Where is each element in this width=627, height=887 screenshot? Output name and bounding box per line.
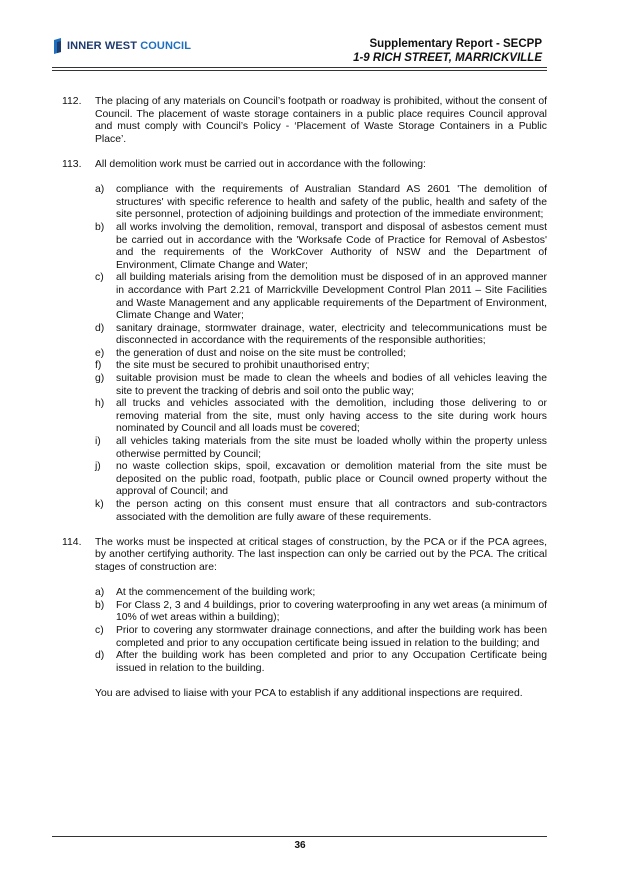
list-item-label: g) <box>95 373 105 385</box>
list-item <box>60 360 547 373</box>
list-item-label: c) <box>95 272 104 284</box>
list-item <box>60 461 547 499</box>
list-item <box>60 272 547 322</box>
inspection-advice-note: You are advised to liaise with your PCA to establish if any additional inspections are required. <box>95 687 523 699</box>
list-item-label: d) <box>95 322 105 334</box>
list-item <box>60 184 547 222</box>
list-item <box>60 499 547 524</box>
list-item-label: i) <box>95 436 101 448</box>
document-body <box>60 96 547 701</box>
list-item-label: f) <box>95 360 102 372</box>
list-item-label: e) <box>95 347 105 359</box>
header-rule-secondary <box>52 70 547 71</box>
list-item-label: j) <box>95 461 101 473</box>
list-item-text: all building materials arising from the demolition must be disposed of in an approved manner in accordance with Part 2.21 of Marrickville Development Control Plan 2011 – Site Facilities and Waste Management and any applicable requirements of the Department of Environment, Climate Change and Water; <box>116 272 547 322</box>
condition-text: The works must be inspected at critical stages of construction, by the PCA or if the PCA agrees, by another certifying authority. The last inspection can only be carried out by the PCA. The critical stages of construction are: <box>95 536 547 573</box>
council-logo-icon <box>52 38 64 54</box>
list-item-text: the generation of dust and noise on the site must be controlled; <box>116 347 406 359</box>
council-logo <box>52 38 191 54</box>
list-item <box>60 625 547 650</box>
list-item <box>60 587 547 600</box>
list-item-label: h) <box>95 398 105 410</box>
list-item-text: At the commencement of the building work; <box>116 587 316 599</box>
footer-rule <box>52 836 547 837</box>
list-item-label: d) <box>95 650 105 662</box>
list-item-text: For Class 2, 3 and 4 buildings, prior to covering waterproofing in any wet areas (a minimum of 10% of wet areas within a building); <box>116 599 547 624</box>
list-item-text: sanitary drainage, stormwater drainage, water, electricity and telecommunications must be disconnected in accordance with the requirements of the responsible authorities; <box>116 322 547 347</box>
logo-text <box>67 40 191 52</box>
report-title: Supplementary Report - SECPP <box>369 38 542 50</box>
report-subtitle: 1-9 RICH STREET, MARRICKVILLE <box>353 52 542 64</box>
list-item-text: suitable provision must be made to clean the wheels and bodies of all vehicles leaving the site to prevent the tracking of debris and soil onto the public way; <box>116 373 547 397</box>
condition-113-list <box>60 184 547 524</box>
condition-114 <box>60 537 547 575</box>
logo-text-council: COUNCIL <box>140 40 192 52</box>
condition-number: 114. <box>62 536 82 548</box>
condition-113 <box>60 159 547 172</box>
condition-112 <box>60 96 547 146</box>
list-item-label: a) <box>95 184 105 196</box>
list-item <box>60 222 547 272</box>
list-item <box>60 348 547 361</box>
list-item-text: the person acting on this consent must ensure that all contractors and sub-contractors associated with the demolition are fully aware of these requirements. <box>116 499 547 523</box>
list-item-label: b) <box>95 599 105 611</box>
list-item-text: Prior to covering any stormwater drainage connections, and after the building work has been completed and prior to any occupation certificate being issued in relation to the building; and <box>116 624 547 649</box>
list-item-label: b) <box>95 221 105 233</box>
list-item-text: all trucks and vehicles associated with the demolition, including those delivering to or removing material from the site, must only having access to the site during work hours nominated by Council and all loads must be covered; <box>116 398 547 435</box>
list-item-label: c) <box>95 624 104 636</box>
list-item-text: compliance with the requirements of Australian Standard AS 2601 'The demolition of structures' with specific reference to health and safety of the public, health and safety of the site personnel, protection of adjoining buildings and protection of the immediate environment; <box>116 184 547 221</box>
list-item-text: all vehicles taking materials from the site must be loaded wholly within the property unless otherwise permitted by Council; <box>116 436 547 460</box>
condition-number: 112. <box>62 96 82 107</box>
logo-text-inner-west: INNER WEST <box>67 40 141 52</box>
list-item <box>60 436 547 461</box>
header-rule <box>52 67 547 68</box>
list-item <box>60 373 547 398</box>
condition-114-list <box>60 587 547 675</box>
list-item-label: a) <box>95 587 105 599</box>
list-item <box>60 398 547 436</box>
list-item <box>60 650 547 675</box>
page-header <box>0 0 627 70</box>
condition-text: All demolition work must be carried out in accordance with the following: <box>95 158 426 170</box>
page-number: 36 <box>294 840 306 851</box>
list-item <box>60 600 547 625</box>
list-item-text: no waste collection skips, spoil, excavation or demolition material from the site must be deposited on the public road, footpath, public place or Council owned property without the approval of Council; and <box>116 461 547 498</box>
condition-number: 113. <box>62 158 82 170</box>
condition-text: The placing of any materials on Council’s footpath or roadway is prohibited, without the consent of Council. The placement of waste storage containers in a public place requires Council approval and must comply with Council’s Policy - ‘Placement of Waste Storage Containers in a Public Place’. <box>95 96 547 145</box>
list-item <box>60 323 547 348</box>
list-item-text: After the building work has been completed and prior to any Occupation Certificate being issued in relation to the building. <box>116 650 547 674</box>
list-item-text: all works involving the demolition, removal, transport and disposal of asbestos cement must be carried out in accordance with the 'Worksafe Code of Practice for Removal of Asbestos' and the requirements of the WorkCover Authority of NSW and the Department of Environment, Climate Change and Water; <box>116 221 547 271</box>
report-title-block <box>353 37 542 65</box>
list-item-text: the site must be secured to prohibit unauthorised entry; <box>116 360 370 372</box>
list-item-label: k) <box>95 499 104 510</box>
